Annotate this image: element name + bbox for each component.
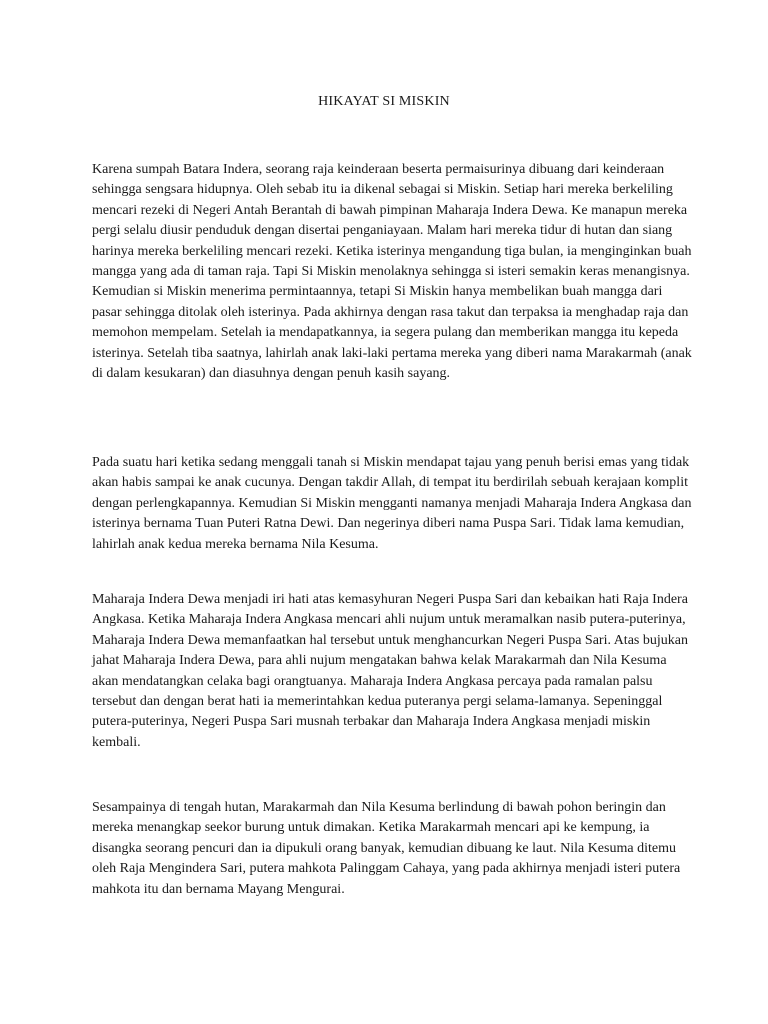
paragraph-2: Pada suatu hari ketika sedang menggali tanah si Miskin mendapat tajau yang penuh berisi emas yang tidak akan habis sampai ke anak cucunya. Dengan takdir Allah, di tempat itu berdirilah sebuah kerajaan komplit dengan perlengkapannya. Kemudian Si Miskin mengganti namanya menjadi Maharaja Indera Angkasa dan isterinya bernama Tuan Puteri Ratna Dewi. Dan negerinya diberi nama Puspa Sari. Tidak lama kemudian, lahirlah anak kedua mereka bernama Nila Kesuma. — [92, 455, 692, 552]
paragraph-4: Sesampainya di tengah hutan, Marakarmah dan Nila Kesuma berlindung di bawah pohon beringin dan mereka menangkap seekor burung untuk dimakan. Ketika Marakarmah mencari api ke kempung, ia disangka seorang pencuri dan ia dipukuli orang banyak, kemudian dibuang ke laut. Nila Kesuma ditemu oleh Raja Mengindera Sari, putera mahkota Palinggam Cahaya, yang pada akhirnya menjadi isteri putera mahkota itu dan bernama Mayang Mengurai. — [92, 800, 681, 897]
document-title: HIKAYAT SI MISKIN — [318, 94, 450, 109]
paragraph-3: Maharaja Indera Dewa menjadi iri hati atas kemasyhuran Negeri Puspa Sari dan kebaikan hati Raja Indera Angkasa. Ketika Maharaja Indera Angkasa mencari ahli nujum untuk meramalkan nasib putera-puterinya, Maharaja Indera Dewa memanfaatkan hal tersebut untuk menghancurkan Negeri Puspa Sari. Atas bujukan jahat Maharaja Indera Dewa, para ahli nujum mengatakan bahwa kelak Marakarmah dan Nila Kesuma akan mendatangkan celaka bagi orangtuanya. Maharaja Indera Angkasa percaya pada ramalan palsu tersebut dan dengan berat hati ia memerintahkan kedua puteranya pergi selama-lamanya. Sepeninggal putera-puterinya, Negeri Puspa Sari musnah terbakar dan Maharaja Indera Angkasa menjadi miskin kembali. — [92, 592, 688, 750]
paragraph-1: Karena sumpah Batara Indera, seorang raja keinderaan beserta permaisurinya dibuang dari keinderaan sehingga sengsara hidupnya. Oleh sebab itu ia dikenal sebagai si Miskin. Setiap hari mereka berkeliling mencari rezeki di Negeri Antah Berantah di bawah pimpinan Maharaja Indera Dewa. Ke manapun mereka pergi selalu diusir penduduk dengan disertai penganiayaan. Malam hari mereka tidur di hutan dan siang harinya mereka berkeliling mencari rezeki. Ketika isterinya mengandung tiga bulan, ia menginginkan buah mangga yang ada di taman raja. Tapi Si Miskin menolaknya sehingga si isteri semakin keras menangisnya. Kemudian si Miskin menerima permintaannya, tetapi Si Miskin hanya membelikan buah mangga dari pasar sehingga ditolak oleh isterinya. Pada akhirnya dengan rasa takut dan terpaksa ia menghadap raja dan memohon mempelam. Setelah ia mendapatkannya, ia segera pulang dan memberikan mangga itu kepeda isterinya. Setelah tiba saatnya, lahirlah anak laki-laki pertama mereka yang diberi nama Marakarmah (anak di dalam kesukaran) dan diasuhnya dengan penuh kasih sayang. — [92, 162, 692, 382]
